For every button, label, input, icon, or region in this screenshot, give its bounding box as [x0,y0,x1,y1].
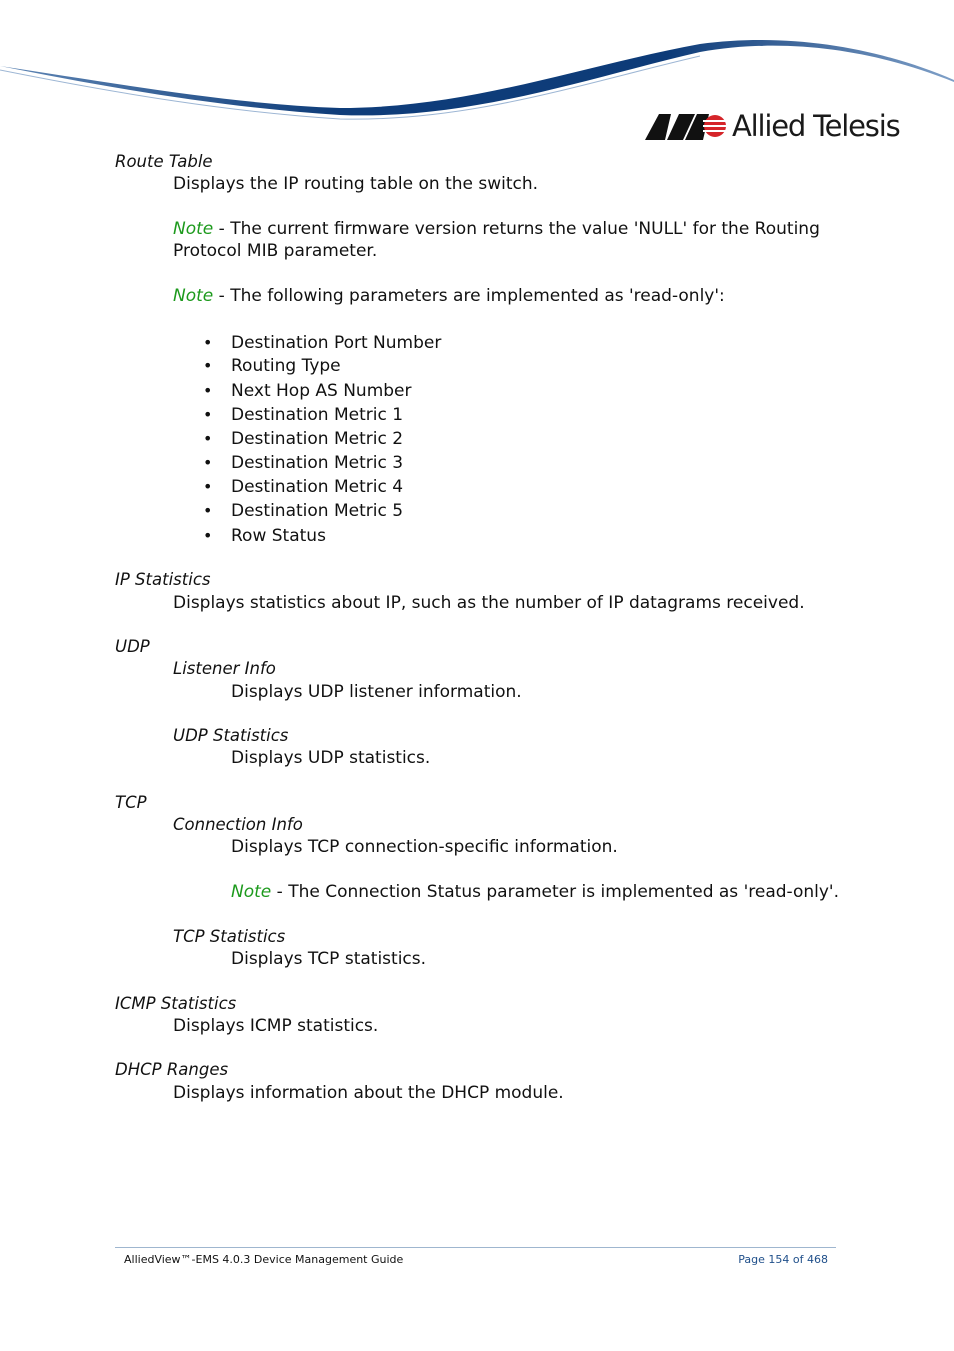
bullet-icon: • [203,405,213,424]
list-item: Routing Type [231,356,341,376]
list-item: Next Hop AS Number [231,381,412,401]
icmp-statistics-desc: Displays ICMP statistics. [173,1016,379,1036]
ip-statistics-desc: Displays statistics about IP, such as the number of IP datagrams received. [173,593,805,613]
route-table-heading: Route Table [115,152,213,171]
route-table-note2 [173,285,725,307]
footer-divider [115,1247,836,1248]
bullet-icon: • [203,526,213,545]
tcp-statistics-heading: TCP Statistics [173,927,286,946]
note-text: - The Connection Status parameter is implemented as 'read-only'. [271,882,840,902]
note-label: Note [173,286,214,306]
list-item: Destination Metric 4 [231,477,404,497]
udp-statistics-heading: UDP Statistics [173,726,289,745]
udp-listener-desc: Displays UDP listener information. [231,682,522,702]
tcp-heading: TCP [115,793,147,812]
list-item: Destination Metric 5 [231,501,404,521]
note-label: Note [173,219,214,239]
note-text: - The current firmware version returns the value 'NULL' for the Routing [213,219,820,239]
tcp-connection-heading: Connection Info [173,815,303,834]
dhcp-ranges-heading: DHCP Ranges [115,1060,229,1079]
udp-listener-heading: Listener Info [173,659,276,678]
bullet-icon: • [203,477,213,496]
tcp-connection-note [231,881,839,903]
bullet-icon: • [203,356,213,375]
list-item: Destination Metric 2 [231,429,404,449]
list-item: Row Status [231,526,326,546]
allied-telesis-logo-icon [645,110,727,142]
dhcp-ranges-desc: Displays information about the DHCP module. [173,1083,564,1103]
logo-wordmark: Allied Telesis [732,109,900,143]
bullet-icon: • [203,381,213,400]
bullet-icon: • [203,333,213,352]
note-text: - The following parameters are implemented as 'read-only': [213,286,725,306]
tcp-statistics-desc: Displays TCP statistics. [231,949,427,969]
list-item: Destination Metric 1 [231,405,404,425]
bullet-icon: • [203,429,213,448]
route-table-note1 [173,218,820,240]
footer-document-title: AlliedView™-EMS 4.0.3 Device Management Guide [124,1253,404,1266]
ip-statistics-heading: IP Statistics [115,570,211,589]
list-item: Destination Metric 3 [231,453,404,473]
bullet-icon: • [203,501,213,520]
bullet-icon: • [203,453,213,472]
note-label: Note [231,882,272,902]
list-item: Destination Port Number [231,333,442,353]
route-table-desc: Displays the IP routing table on the switch. [173,174,539,194]
icmp-statistics-heading: ICMP Statistics [115,994,237,1013]
tcp-connection-desc: Displays TCP connection-specific information. [231,837,618,857]
udp-heading: UDP [115,637,150,656]
udp-statistics-desc: Displays UDP statistics. [231,748,431,768]
allied-telesis-logo [645,108,899,144]
route-table-note1-cont: Protocol MIB parameter. [173,241,378,261]
footer-page-number: Page 154 of 468 [738,1253,828,1266]
